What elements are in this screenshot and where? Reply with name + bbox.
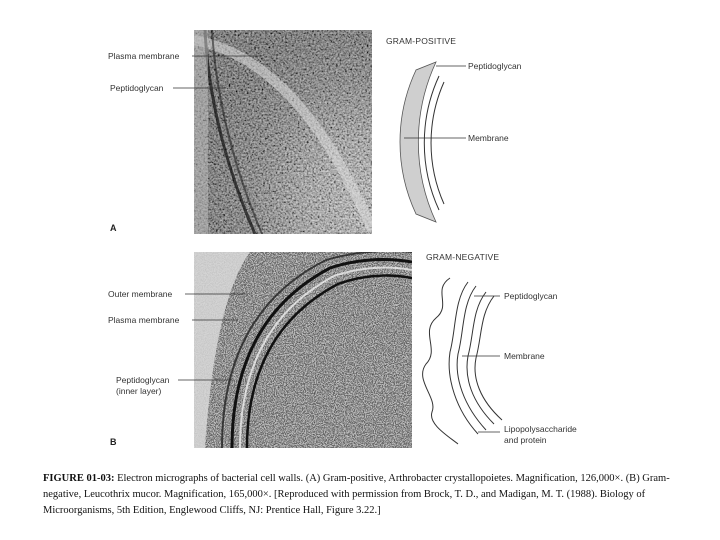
and-protein-label: and protein xyxy=(504,435,547,445)
inner-layer-label: (inner layer) xyxy=(116,386,162,396)
lipopolysaccharide-label: Lipopolysaccharide xyxy=(504,424,577,434)
gram-positive-schematic xyxy=(400,62,444,222)
peptidoglycan-label-b: Peptidoglycan xyxy=(116,375,170,385)
gram-negative-header: GRAM-NEGATIVE xyxy=(426,252,500,262)
caption-prefix: FIGURE 01-03: xyxy=(43,473,115,484)
panel-letter-b: B xyxy=(110,437,117,447)
gram-negative-schematic xyxy=(423,278,502,444)
membrane-schematic-label-a: Membrane xyxy=(468,133,509,143)
figure-caption xyxy=(43,471,683,519)
plasma-membrane-label-a: Plasma membrane xyxy=(108,51,180,61)
outer-membrane-label: Outer membrane xyxy=(108,289,173,299)
peptidoglycan-schematic-label-b: Peptidoglycan xyxy=(504,291,558,301)
micrograph-a xyxy=(194,30,372,234)
peptidoglycan-label-a: Peptidoglycan xyxy=(110,83,164,93)
peptidoglycan-schematic-label-a: Peptidoglycan xyxy=(468,61,522,71)
membrane-schematic-label-b: Membrane xyxy=(504,351,545,361)
plasma-membrane-label-b: Plasma membrane xyxy=(108,315,180,325)
caption-text: Electron micrographs of bacterial cell walls. (A) Gram-positive, Arthrobacter crystallopoietes. Magnification, 126,000×. (B) Gram-negative, Leucothrix mucor. Magnification, 165,000×. [Reproduced with permission from Brock, T. D., and Madigan, M. T. (1988). Biology of Microorganisms, 5th Edition, Englewood Cliffs, NJ: Prentice Hall, Figure 3.22.] xyxy=(43,473,670,516)
micrograph-b xyxy=(194,251,412,448)
gram-positive-header: GRAM-POSITIVE xyxy=(386,36,457,46)
panel-letter-a: A xyxy=(110,223,117,233)
